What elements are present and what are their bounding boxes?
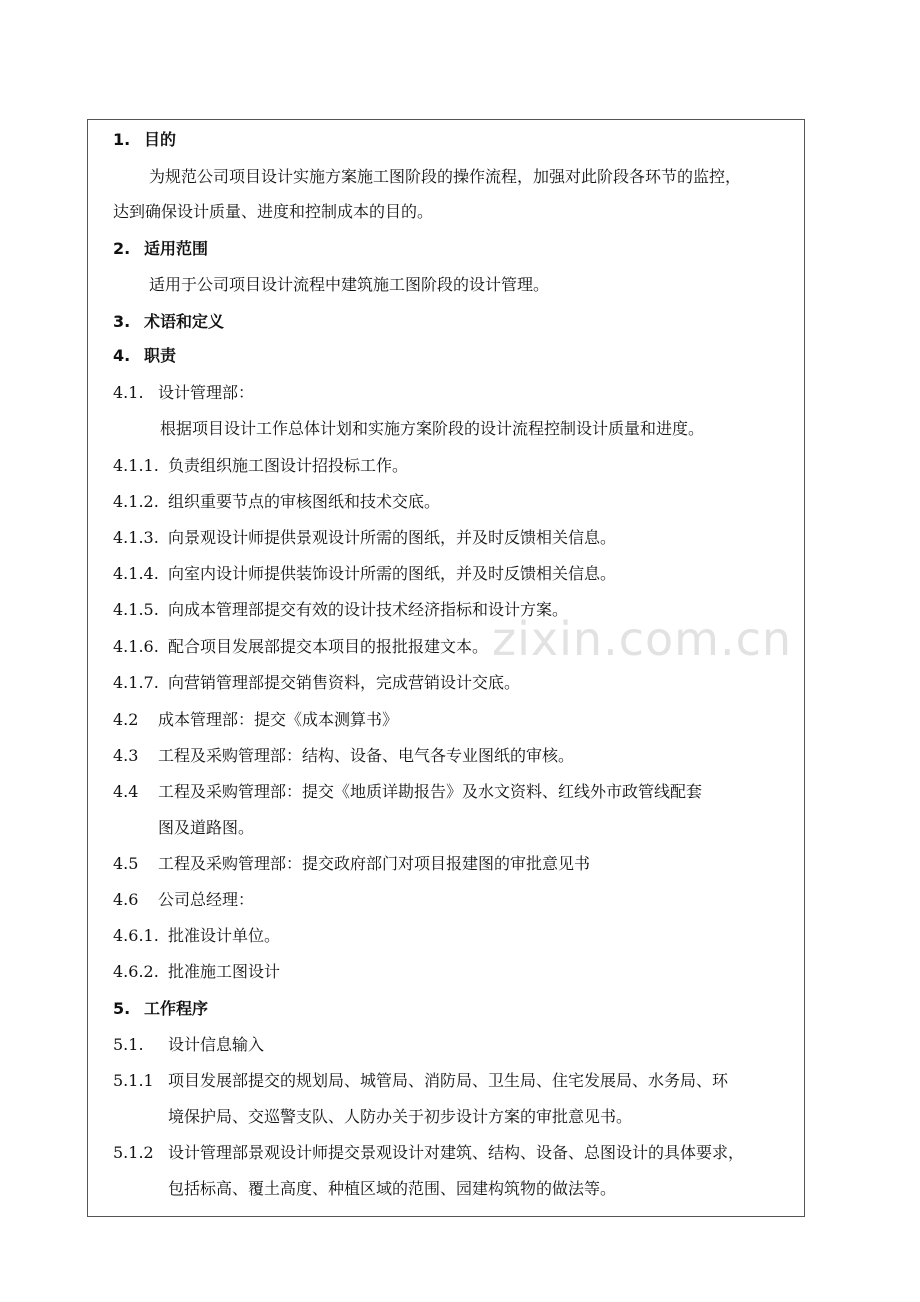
item-number: 4.5 — [113, 854, 139, 873]
paragraph-line: 向成本管理部提交有效的设计技术经济指标和设计方案。 — [168, 600, 569, 619]
item-number: 4.1.5. — [113, 600, 159, 619]
paragraph-line: 达到确保设计质量、进度和控制成本的目的。 — [113, 202, 434, 221]
item-number: 4.4 — [113, 782, 139, 801]
item-number: 4.2 — [113, 710, 139, 729]
paragraph-line: 境保护局、交巡警支队、人防办关于初步设计方案的审批意见书。 — [168, 1107, 633, 1126]
watermark: zixin.com.cn — [492, 612, 793, 666]
item-number: 4. — [113, 346, 131, 365]
item-number: 4.6 — [113, 890, 139, 909]
paragraph-line: 根据项目设计工作总体计划和实施方案阶段的设计流程控制设计质量和进度。 — [160, 419, 705, 438]
paragraph-line: 成本管理部：提交《成本测算书》 — [158, 710, 399, 729]
section-heading: 适用范围 — [144, 239, 209, 258]
item-number: 3. — [113, 312, 131, 331]
paragraph-line: 工程及采购管理部：结构、设备、电气各专业图纸的审核。 — [158, 746, 575, 765]
paragraph-line: 向室内设计师提供装饰设计所需的图纸，并及时反馈相关信息。 — [168, 564, 617, 583]
paragraph-line: 包括标高、覆土高度、种植区域的范围、园建构筑物的做法等。 — [168, 1179, 617, 1198]
paragraph-line: 设计管理部： — [158, 383, 255, 402]
paragraph-line: 图及道路图。 — [158, 818, 255, 837]
item-number: 4.6.2. — [113, 962, 159, 981]
item-number: 4.1.2. — [113, 492, 159, 511]
item-number: 5.1.1 — [113, 1071, 154, 1090]
item-number: 5.1.2 — [113, 1143, 154, 1162]
paragraph-line: 批准施工图设计 — [168, 962, 281, 981]
paragraph-line: 项目发展部提交的规划局、城管局、消防局、卫生局、住宅发展局、水务局、环 — [168, 1071, 729, 1090]
item-number: 4.1.4. — [113, 564, 159, 583]
item-number: 4.1. — [113, 383, 144, 402]
paragraph-line: 负责组织施工图设计招投标工作。 — [168, 456, 409, 475]
item-number: 5.1. — [113, 1035, 144, 1054]
item-number: 4.1.7. — [113, 673, 159, 692]
paragraph-line: 为规范公司项目设计实施方案施工图阶段的操作流程，加强对此阶段各环节的监控， — [149, 167, 742, 186]
paragraph-line: 设计信息输入 — [168, 1035, 265, 1054]
item-number: 4.1.3. — [113, 528, 159, 547]
paragraph-line: 向景观设计师提供景观设计所需的图纸，并及时反馈相关信息。 — [168, 528, 617, 547]
item-number: 4.1.1. — [113, 456, 159, 475]
paragraph-line: 工程及采购管理部：提交政府部门对项目报建图的审批意见书 — [158, 854, 591, 873]
section-heading: 目的 — [144, 130, 177, 149]
item-number: 4.3 — [113, 746, 139, 765]
paragraph-line: 组织重要节点的审核图纸和技术交底。 — [168, 492, 441, 511]
item-number: 1. — [113, 130, 131, 149]
paragraph-line: 适用于公司项目设计流程中建筑施工图阶段的设计管理。 — [149, 275, 550, 294]
section-heading: 工作程序 — [144, 999, 209, 1018]
item-number: 4.6.1. — [113, 926, 159, 945]
paragraph-line: 向营销管理部提交销售资料，完成营销设计交底。 — [168, 673, 521, 692]
paragraph-line: 工程及采购管理部：提交《地质详勘报告》及水文资料、红线外市政管线配套 — [158, 782, 703, 801]
paragraph-line: 设计管理部景观设计师提交景观设计对建筑、结构、设备、总图设计的具体要求， — [168, 1143, 745, 1162]
item-number: 4.1.6. — [113, 637, 159, 656]
paragraph-line: 配合项目发展部提交本项目的报批报建文本。 — [168, 637, 489, 656]
paragraph-line: 公司总经理： — [158, 890, 255, 909]
paragraph-line: 批准设计单位。 — [168, 926, 281, 945]
item-number: 5. — [113, 999, 131, 1018]
section-heading: 术语和定义 — [144, 312, 225, 331]
section-heading: 职责 — [144, 346, 177, 365]
item-number: 2. — [113, 239, 131, 258]
